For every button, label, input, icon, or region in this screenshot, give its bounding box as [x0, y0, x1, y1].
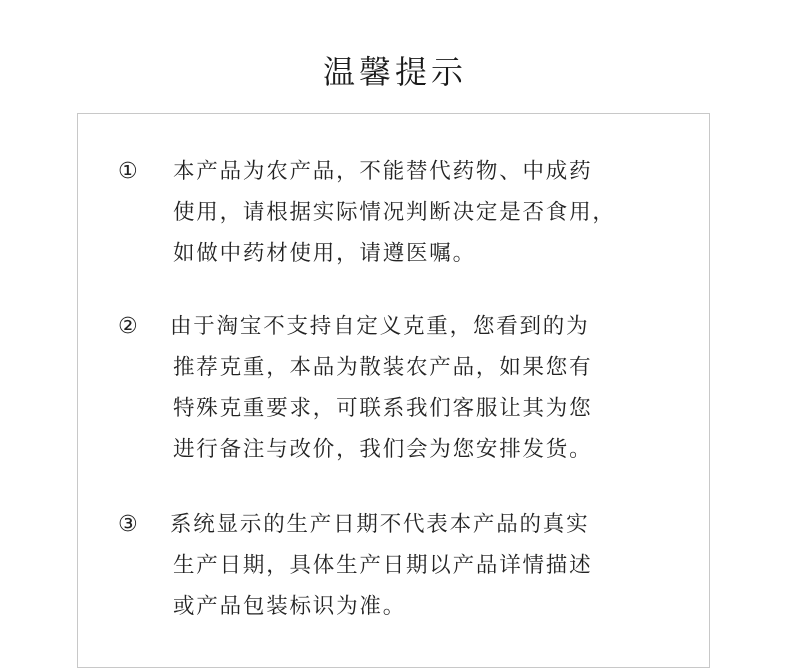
item-line: 或产品包装标识为准。 — [173, 594, 407, 619]
notice-item-3 — [118, 504, 698, 627]
notice-item-2 — [118, 306, 698, 470]
item-line: 如做中药材使用，请遵医嘱。 — [173, 241, 476, 266]
item-line: 特殊克重要求，可联系我们客服让其为您 — [173, 396, 593, 421]
item-line: 由于淘宝不支持自定义克重，您看到的为 — [170, 314, 590, 339]
item-line: 使用，请根据实际情况判断决定是否食用， — [173, 200, 616, 225]
item-line: 系统显示的生产日期不代表本产品的真实 — [170, 512, 590, 537]
item-line: 推荐克重，本品为散装农产品，如果您有 — [173, 355, 593, 380]
page-title: 温馨提示 — [322, 53, 467, 91]
item-number: ② — [118, 314, 138, 339]
item-line: 本产品为农产品，不能替代药物、中成药 — [173, 159, 593, 184]
item-number: ① — [118, 159, 138, 184]
item-line: 进行备注与改价，我们会为您安排发货。 — [173, 437, 593, 462]
item-line: 生产日期，具体生产日期以产品详情描述 — [173, 553, 593, 578]
notice-box — [77, 113, 710, 668]
notice-item-1 — [118, 151, 698, 274]
item-number: ③ — [118, 512, 138, 537]
